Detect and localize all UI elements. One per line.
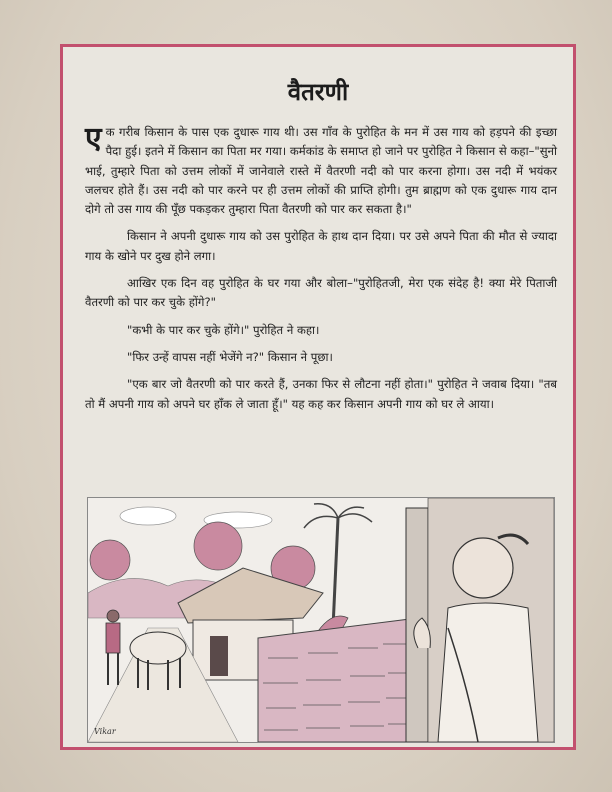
artist-signature: Vikar	[94, 727, 116, 736]
paragraph-4: "कभी के पार कर चुके होंगे।" पुरोहित ने कहा।	[127, 322, 320, 337]
palm-trunk	[333, 518, 338, 628]
village-scene	[88, 498, 554, 742]
paragraph-3: आखिर एक दिन वह पुरोहित के घर गया और बोला–"पुरोहितजी, मेरा एक संदेह है! क्या मेरे पिताजी वैतरणी को पार कर चुके होंगे?"	[85, 276, 557, 310]
paragraph-5: "फिर उन्हें वापस नहीं भेजेंगे न?" किसान ने पूछा।	[127, 349, 333, 364]
tree	[194, 522, 242, 570]
cloud	[120, 507, 176, 525]
paragraph-2: किसान ने अपनी दुधारू गाय को उस पुरोहित के हाथ दान दिया। पर उसे अपने पिता की मौत से ज्यादा गाय के खोने पर दुख होने लगा।	[85, 229, 557, 263]
priest-body	[438, 603, 538, 742]
tree	[90, 540, 130, 580]
drop-cap: ए	[85, 121, 102, 156]
priest-head	[453, 538, 513, 598]
paragraph-1-text: क गरीब किसान के पास एक दुधारू गाय थी। उस गाँव के पुरोहित के मन में उस गाय को हड़पने की इच्छा पैदा हुई। इतने में किसान का पिता मर गया। कर्मकांड के समाप्त हो जाने पर पुरोहित ने किसान से कहा–"सुनो भाई, तुम्हारे पिता को उत्तम लोकों में जानेवाले रास्ते में वैतरणी नदी को पार करना होगा। उस नदी में भयंकर जलचर होते हैं। उस नदी को पार करने पर ही उत्तम लोकों की प्राप्ति होगी। तुम ब्राह्मण को एक दुधारू गाय दान दोगे तो उस गाय की पूँछ पकड़कर तुम्हारा पिता वैतरणी को पार कर सकता है।"	[85, 125, 557, 217]
farmer-body	[106, 623, 120, 653]
story-body	[85, 123, 557, 422]
farmer-legs	[108, 653, 118, 685]
paragraph-6: "एक बार जो वैतरणी को पार करते हैं, उनका फिर से लौटना नहीं होता।" पुरोहित ने जवाब दिया। "तब तो मैं अपनी गाय को अपने घर हाँक ले जाता हूँ।" यह कह कर किसान अपनी गाय को घर ले आया।	[85, 377, 557, 411]
story-illustration	[87, 497, 555, 743]
paragraph-1	[85, 123, 557, 219]
story-frame	[60, 44, 576, 750]
farmer-head	[107, 610, 119, 622]
story-title: वैतरणी	[287, 78, 349, 106]
hut-door	[210, 636, 228, 676]
